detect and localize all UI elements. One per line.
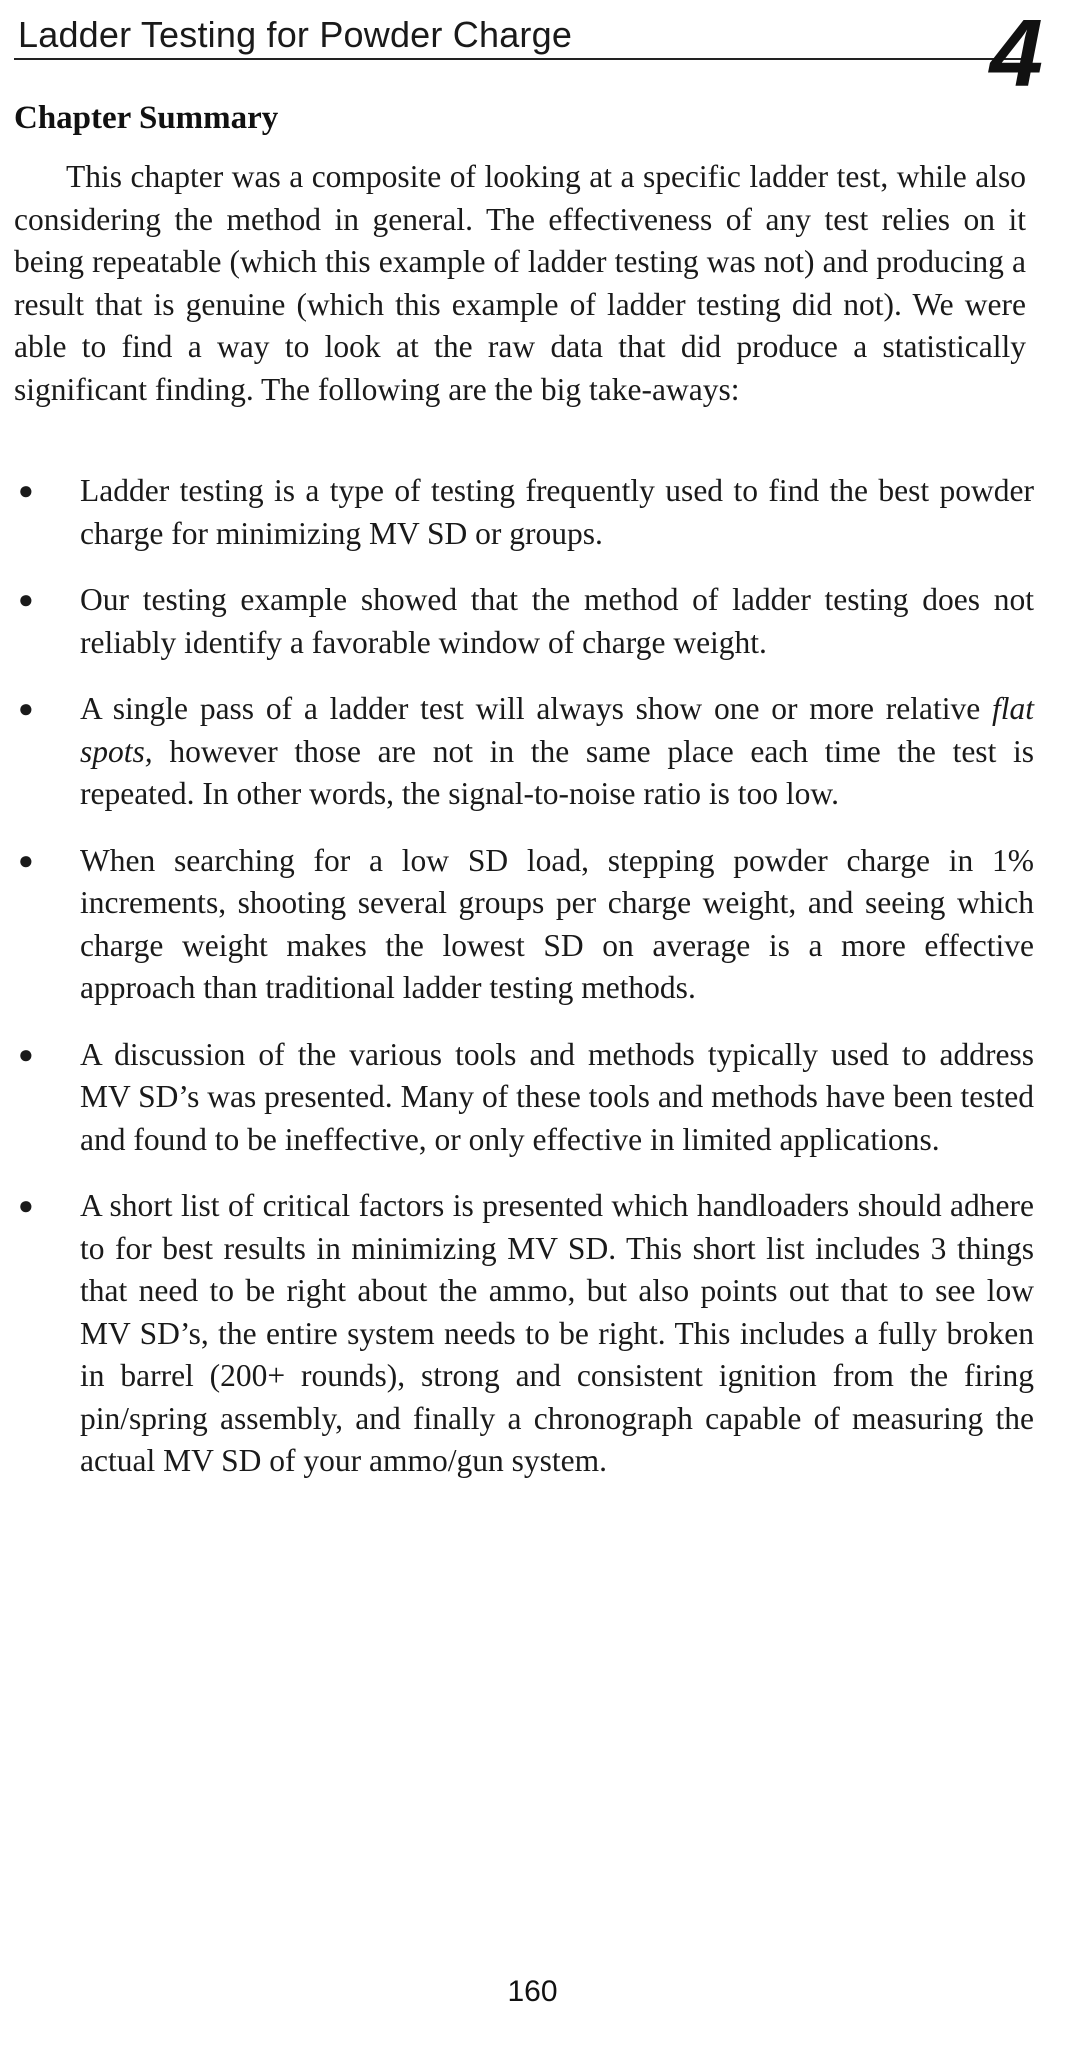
bullet-icon: ● bbox=[18, 1039, 34, 1069]
list-item bbox=[14, 579, 1034, 664]
list-item bbox=[14, 470, 1034, 555]
list-item-text: When searching for a low SD load, stepping powder charge in 1% increments, shooting several groups per charge weight, and seeing which charge weight makes the lowest SD on average is a more effective approach than traditional ladder testing methods. bbox=[80, 842, 1034, 1005]
takeaways-list bbox=[14, 470, 1034, 1507]
list-item-text-before: A single pass of a ladder test will always show one or more relative bbox=[80, 691, 992, 726]
list-item bbox=[14, 1034, 1034, 1162]
chapter-number: 4 bbox=[989, 0, 1043, 107]
list-item-emphasis: flat spots, bbox=[80, 691, 1034, 769]
list-item-text: A short list of critical factors is presented which handloaders should adhere to for best results in minimizing MV SD. This short list includes 3 things that need to be right about the ammo, but also points out that to see low MV SD’s, the entire system needs to be right. This includes a fully broken in barrel (200+ rounds), strong and consistent ignition from the firing pin/spring assembly, and finally a chronograph capable of measuring the actual MV SD of your ammo/gun system. bbox=[80, 1188, 1034, 1478]
bullet-icon: ● bbox=[18, 845, 34, 875]
header-rule bbox=[14, 58, 1024, 60]
list-item bbox=[14, 1185, 1034, 1483]
list-item-text: Our testing example showed that the method of ladder testing does not reliably identify a favorable window of charge weight. bbox=[80, 582, 1034, 660]
intro-paragraph: This chapter was a composite of looking at a specific ladder test, while also considering the method in general. The effectiveness of any test relies on it being repeatable (which this example of ladder testing was not) and producing a result that is genuine (which this example of ladder testing did not). We were able to find a way to look at the raw data that did produce a statistically significant finding. The following are the big take-aways: bbox=[14, 159, 1026, 407]
list-item-text: A discussion of the various tools and methods typically used to address MV SD’s was presented. Many of these tools and methods have been tested and found to be ineffective, or only effective in limited applications. bbox=[80, 1036, 1034, 1157]
bullet-icon: ● bbox=[18, 476, 34, 505]
bullet-icon: ● bbox=[18, 1191, 34, 1220]
list-item bbox=[14, 688, 1034, 816]
bullet-icon: ● bbox=[18, 585, 34, 614]
list-item bbox=[14, 840, 1034, 1010]
list-item-text-after: however those are not in the same place each time the test is repeated. In other words, the signal-to-noise ratio is too low. bbox=[80, 733, 1034, 811]
page-number: 160 bbox=[507, 1975, 558, 2008]
section-heading: Chapter Summary bbox=[14, 100, 279, 136]
bullet-icon: ● bbox=[18, 694, 34, 723]
running-header-title: Ladder Testing for Powder Charge bbox=[18, 14, 573, 55]
list-item-text: Ladder testing is a type of testing frequently used to find the best powder charge for minimizing MV SD or groups. bbox=[80, 473, 1034, 551]
